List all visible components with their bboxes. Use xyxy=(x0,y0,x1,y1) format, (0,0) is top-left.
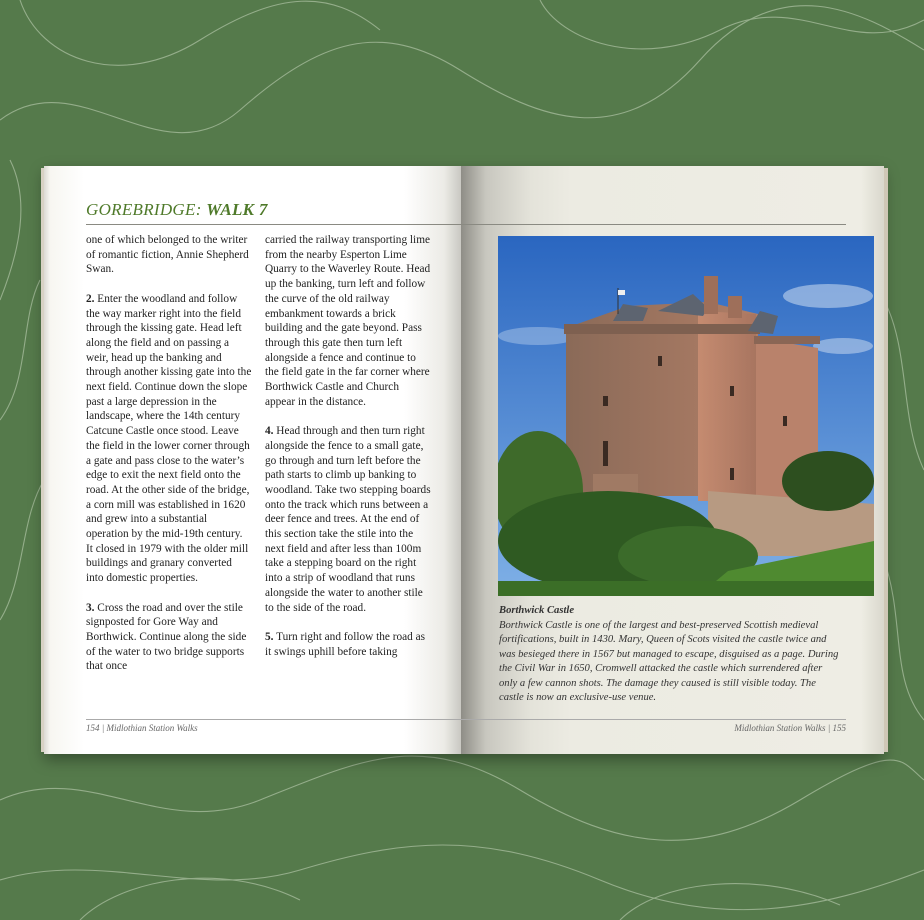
paragraph-step-4: 4. Head through and then turn right alongside the fence to a small gate, go through and turn left before the path starts to climb up banking to woodland. Take two stepping boards onto the track which runs between a deer fence and trees. At the end of this section take the stile into the next field and after less than 100m take a stepping board on the right into a strip of woodland that runs alongside the water to another stile to the side of the road. xyxy=(265,425,431,614)
paragraph-step-2: 2. Enter the woodland and follow the way marker right into the field through the kissing gate. Head left along the field and on passing a weir, head up the banking and through another kissing gate into the next field. Continue down the slope past a large depression in the landscape, where the 14th century Catcune Castle once stood. Leave the field in the lower corner through a gate and pass close to the water’s edge to exit the next field onto the road. At the other side of the bridge, a corn mill was established in 1620 and grew into a substantial operation by the mid-19th century. It closed in 1979 with the older mill buildings and granary converted into domestic properties. xyxy=(86,292,252,585)
caption-text: Borthwick Castle is one of the largest and best-preserved Scottish medieval fortifications, built in 1430. Mary, Queen of Scots visited the castle twice and was besieged there in 1567 but managed to escape, disguised as a page. During the Civil War in 1650, Cromwell attacked the castle which surrendered after only a few cannon shots. The damage they caused is still visible today. The castle is now an exclusive-use venue. xyxy=(499,619,839,703)
borthwick-castle-photo xyxy=(498,236,874,596)
footer-rule-right xyxy=(461,719,846,720)
header-rule-right xyxy=(461,224,846,225)
right-page xyxy=(461,166,884,754)
page-header xyxy=(86,200,461,220)
paragraph: one of which belonged to the writer of romantic fiction, Annie Shepherd Swan. xyxy=(86,234,249,276)
paragraph-step-5: 5. Turn right and follow the road as it swings uphill before taking xyxy=(265,630,426,658)
footer-right: Midlothian Station Walks | 155 xyxy=(734,723,846,733)
header-rule xyxy=(86,224,461,225)
footer-rule-left xyxy=(86,719,461,720)
caption-title: Borthwick Castle xyxy=(499,605,575,616)
header-walk: WALK 7 xyxy=(206,200,268,219)
left-column-1 xyxy=(86,233,252,689)
open-book xyxy=(44,166,884,754)
left-column-2 xyxy=(265,233,431,674)
paragraph-step-3: 3. Cross the road and over the stile signposted for Gore Way and Borthwick. Continue along the side of the water to two bridge supports that once xyxy=(86,601,247,673)
footer-left: 154 | Midlothian Station Walks xyxy=(86,723,198,733)
photo-caption xyxy=(499,604,839,706)
header-prefix: GOREBRIDGE: xyxy=(86,200,207,219)
left-page xyxy=(44,166,461,754)
paragraph: carried the railway transporting lime from the nearby Esperton Lime Quarry to the Waverley Route. Head up the banking, turn left and follow the curve of the old railway embankment towards a brick building and the gate beyond. Pass through this gate then turn left alongside a fence and continue to the field gate in the far corner where Borthwick Castle and Church appear in the distance. xyxy=(265,234,431,408)
